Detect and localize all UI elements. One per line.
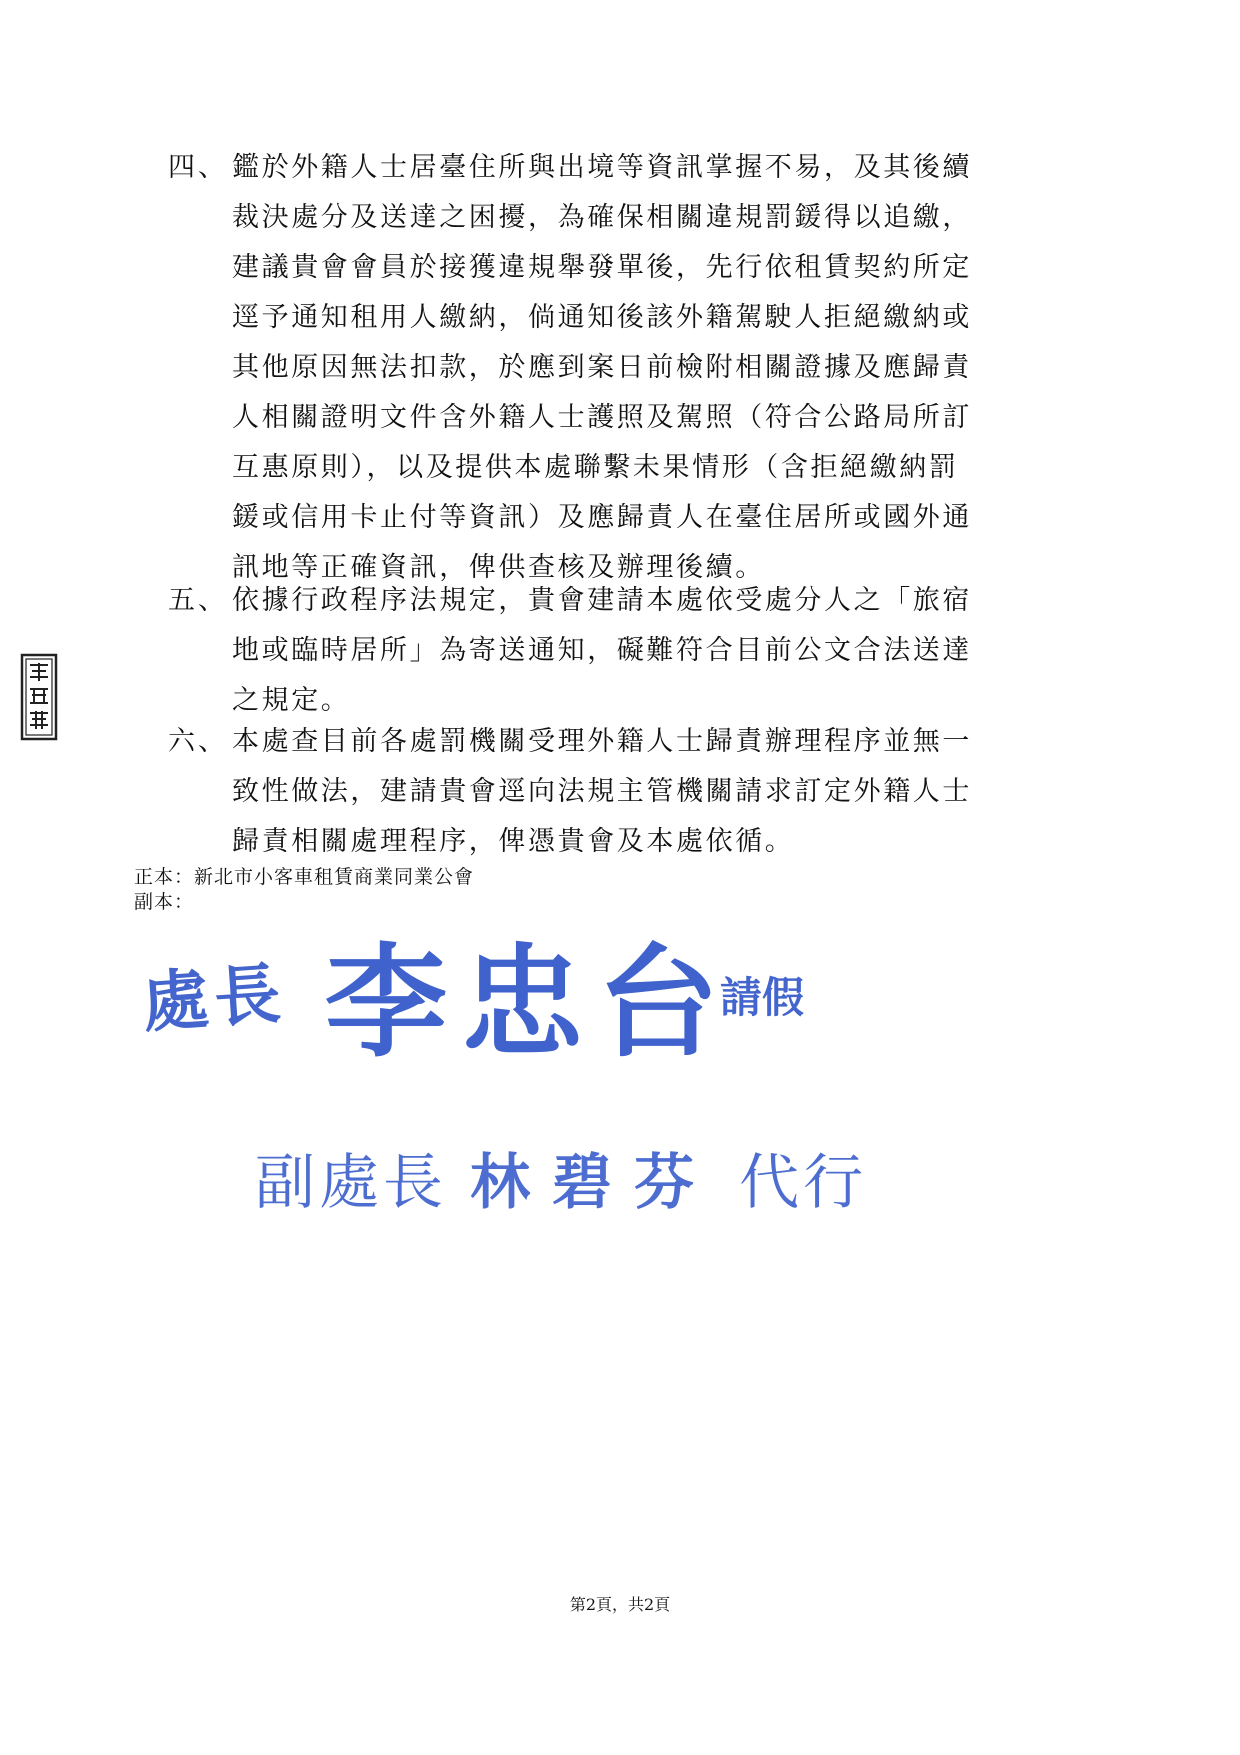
deputy-name: 林碧芬 bbox=[470, 1148, 717, 1218]
text-line: 歸責相關處理程序，俾憑貴會及本處依循。 bbox=[232, 826, 795, 857]
text-line: 鍰或信用卡止付等資訊）及應歸責人在臺住居所或國外通 bbox=[232, 502, 972, 533]
text-line: 本處查目前各處罰機關受理外籍人士歸責辦理程序並無一 bbox=[232, 726, 972, 757]
item-number: 四、 bbox=[168, 152, 228, 183]
deputy-note: 代行 bbox=[739, 1148, 868, 1218]
text-line: 逕予通知租用人繳納，倘通知後該外籍駕駛人拒絕繳納或 bbox=[232, 302, 972, 333]
text-line: 其他原因無法扣款，於應到案日前檢附相關證據及應歸責 bbox=[232, 352, 972, 383]
text-line: 依據行政程序法規定，貴會建請本處依受處分人之「旅宿 bbox=[232, 585, 972, 616]
page-number: 第2頁，共2頁 bbox=[569, 1595, 671, 1614]
signature-title-stamp: 處長 bbox=[139, 954, 289, 1042]
signature-name-stamp: 李忠台 bbox=[325, 930, 733, 1074]
text-line: 訊地等正確資訊，俾供查核及辦理後續。 bbox=[232, 552, 765, 583]
copy-recipient: 副本： bbox=[134, 891, 195, 913]
text-line: 人相關證明文件含外籍人士護照及駕照（符合公路局所訂 bbox=[232, 402, 972, 433]
text-line: 之規定。 bbox=[232, 685, 351, 716]
text-line: 地或臨時居所」為寄送通知，礙難符合目前公文合法送達 bbox=[232, 635, 972, 666]
original-recipient: 正本：新北市小客車租賃商業同業公會 bbox=[134, 866, 475, 888]
deputy-title: 副處長 bbox=[255, 1148, 447, 1218]
signature-leave-note: 請假 bbox=[720, 973, 805, 1022]
item-number: 六、 bbox=[168, 726, 228, 757]
text-line: 互惠原則），以及提供本處聯繫未果情形（含拒絕繳納罰 bbox=[232, 452, 959, 483]
item-number: 五、 bbox=[168, 585, 228, 616]
text-line: 建議貴會會員於接獲違規舉發單後，先行依租賃契約所定 bbox=[232, 252, 972, 283]
text-line: 鑑於外籍人士居臺住所與出境等資訊掌握不易，及其後續 bbox=[232, 152, 972, 183]
text-line: 裁決處分及送達之困擾，為確保相關違規罰鍰得以追繳， bbox=[232, 202, 972, 233]
binding-seal-icon bbox=[20, 653, 58, 741]
deputy-signature-stamp bbox=[255, 1135, 867, 1221]
text-line: 致性做法，建請貴會逕向法規主管機關請求訂定外籍人士 bbox=[232, 776, 972, 807]
